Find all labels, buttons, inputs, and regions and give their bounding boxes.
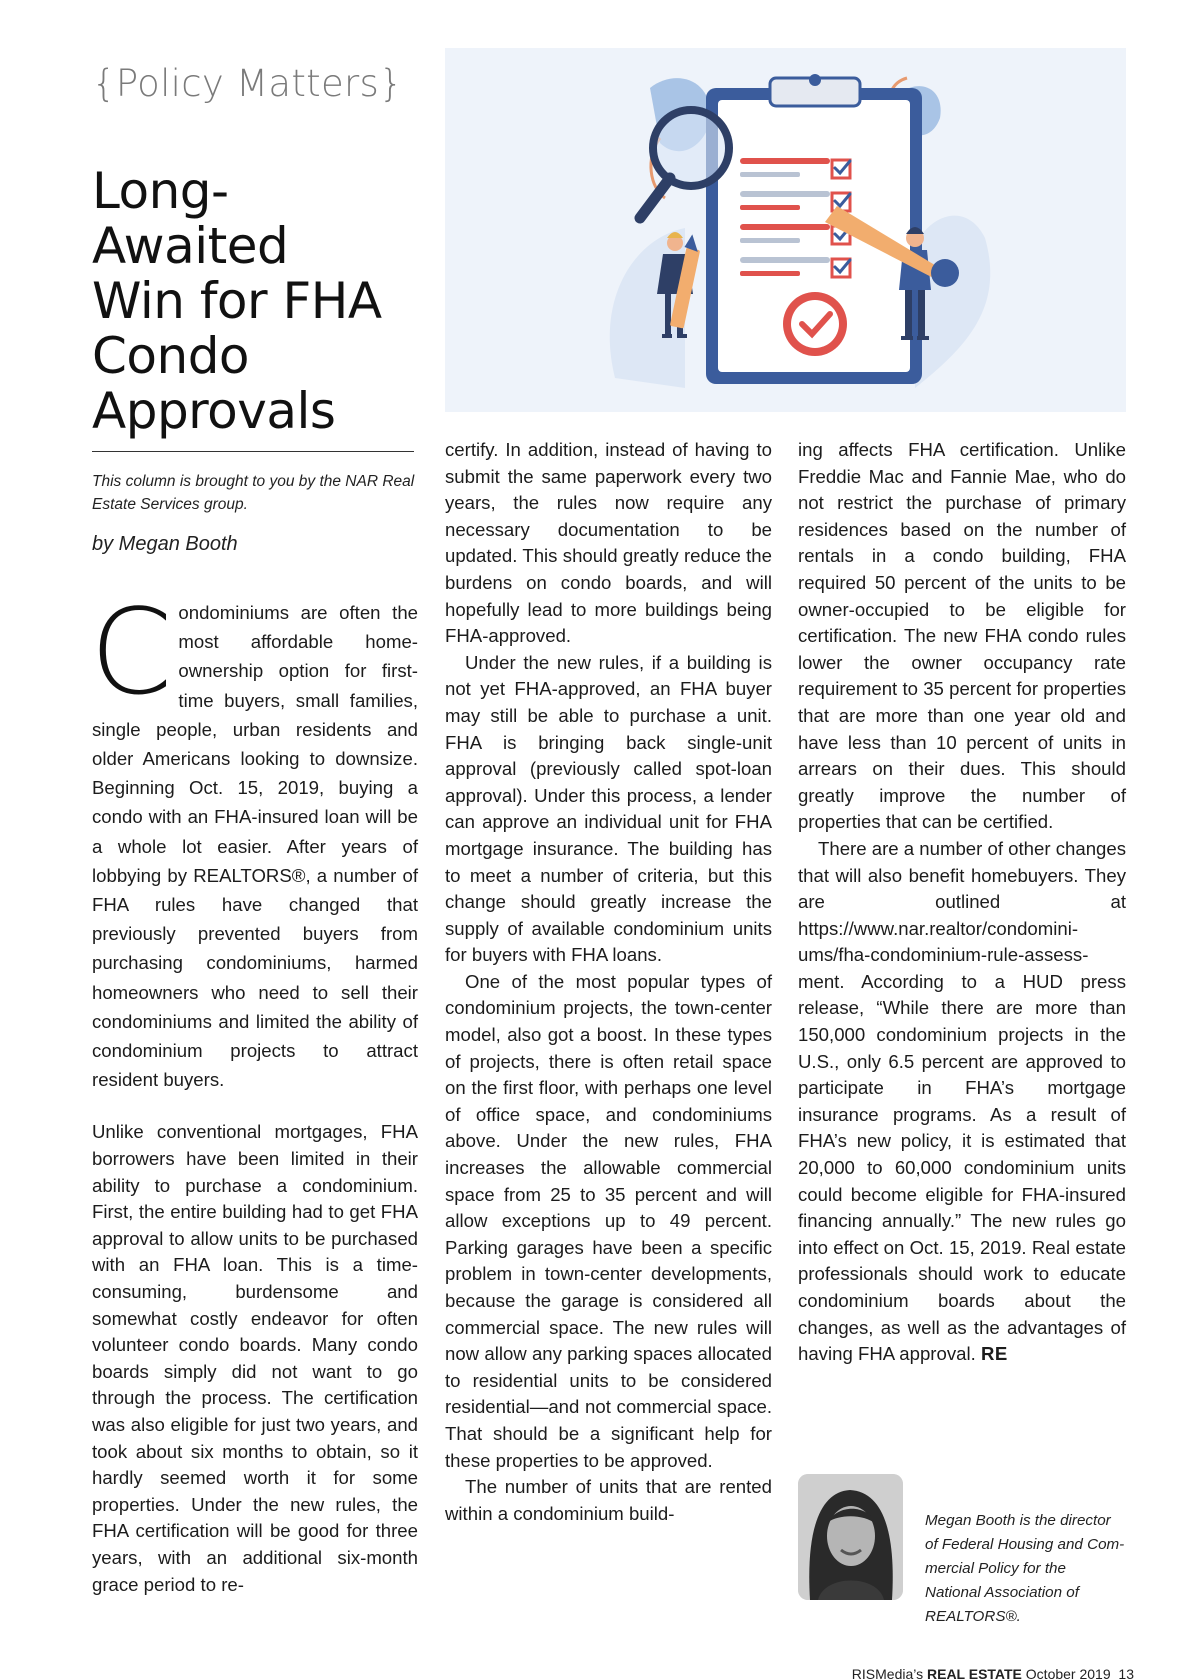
article-paragraph: Unlike conventional mortgages, FHA borrowers have been limited in their ability to purchase a condominium. First, the entire building had to get FHA approval to allow units to be purchased with an FHA loan. This is a time-consuming, burdensome and somewhat costly endeavor for often volunteer condo boards. Many condo boards simply did not want to go through the process. The certification was also eligible for just two years, and took about six months to obtain, so it hardly seemed worth it for some properties. Under the new rules, the FHA certification will be good for three years, with an additional six-month grace period to re- [92,1121,418,1595]
article-paragraph [798,836,1126,1368]
headline [92,164,422,439]
headline-line: Condo [92,327,250,385]
page-number: 13 [1118,1666,1134,1680]
article-paragraph: ing affects FHA certification. Unlike Freddie Mac and Fannie Mae, who do not restrict the purchase of primary residences based on the number of rentals in a condo building, FHA required 50 percent of the units to be owner-occupied to be eligible for certification. The new FHA condo rules lower the owner occupancy rate requirement to 35 percent for properties that are more than one year old and have less than 10 percent of units in arrears on their dues. This should greatly improve the number of properties that can be certified. [798,439,1126,833]
footer-issue: October 2019 [1025,1666,1111,1680]
footer-magazine: REAL ESTATE [927,1666,1022,1680]
checklist-clipboard-illustration [445,48,1126,412]
author-bio: Megan Booth is the director of Federal Housing and Commercial Policy for the National Association of REALTORS®. [925,1512,1125,1625]
section-label: {Policy Matters} [92,62,403,105]
article-column-1 [90,583,418,1598]
article-paragraph: One of the most popular types of condominium projects, the town-center model, also got a boost. In these types of projects, there is often retail space on the first floor, with perhaps one level of office space, and condominiums above. Under the new rules, FHA increases the allowable commercial space from 25 to 35 percent and will allow exceptions up to 49 percent. Parking garages have been a specific problem in town-center developments, because the garage is considered all commercial space. The new rules will now allow any parking spaces allocated to residential units to be considered residential—and not commercial space. That should be a significant help for these properties to be approved. [445,970,772,1471]
magnifier-icon [653,110,729,186]
headline-line: Awaited [92,217,289,275]
avatar-icon [798,1474,903,1600]
article-paragraph [90,583,418,1094]
article-column-2 [445,437,772,1527]
end-mark: RE [980,1343,1008,1365]
byline: by Megan Booth [92,533,238,555]
author-photo [798,1474,903,1600]
headline-line: Win for FHA [92,272,382,330]
page-footer [852,1666,1134,1680]
headline-line: Long- [92,162,229,220]
footer-publisher: RISMedia’s [851,1666,924,1680]
sponsor-note: This column is brought to you by the NAR Real Estate Services group. [92,473,415,513]
paragraph-text: There are a number of other changes that will also benefit homebuyers. They are outlined at https://www.nar.realtor/condominiums/fha-condominium-rule-assessment. According to a HUD press release, “While there are more than 150,000 condominium projects in the U.S., only 6.5 percent are approved to participate in FHA’s mortgage insurance programs. As a result of FHA’s new policy, it is estimated that 20,000 to 60,000 condominium units could become eligible for FHA-insured financing annually.” The new rules go into effect on Oct. 15, 2019. Real estate professionals should work to educate condominium boards about the changes, as well as the advantages of having FHA approval. [798,837,1127,1365]
article-paragraph: certify. In addition, instead of having to submit the same paperwork every two years, the rules now require any necessary documentation to be updated. This should greatly reduce the burdens on condo boards, and will hopefully lead to more buildings being FHA-approved. [445,439,772,647]
clipboard-illustration-svg [445,48,1126,412]
drop-cap: C [90,583,173,721]
headline-line: Approvals [92,382,336,440]
headline-divider [92,451,414,452]
article-paragraph: Under the new rules, if a building is not yet FHA-approved, an FHA buyer may still be able to purchase a unit. FHA is bringing back single-unit approval (previously called spot-loan approval). Under this process, a lender can approve an individual unit for FHA mortgage insurance. The building has to meet a number of criteria, but this change should greatly increase the supply of available condominium units for buyers with FHA loans. [445,651,772,966]
article-paragraph: The number of units that are rented within a condominium build- [445,1476,772,1524]
article-column-3 [798,437,1126,1368]
paragraph-text: ondominiums are often the most affordable homeownership option for first-time buyers, small families, single people, urban residents and older Americans looking to downsize. Beginning Oct. 15, 2019, buying a condo with an FHA-insured loan will be a whole lot easier. After years of lobbying by REALTORS®, a number of FHA rules have changed that previously prevented buyers from purchasing condominiums, harmed homeowners who need to sell their condominiums and limited the ability of condominium projects to attract resident buyers. [92,602,418,1091]
